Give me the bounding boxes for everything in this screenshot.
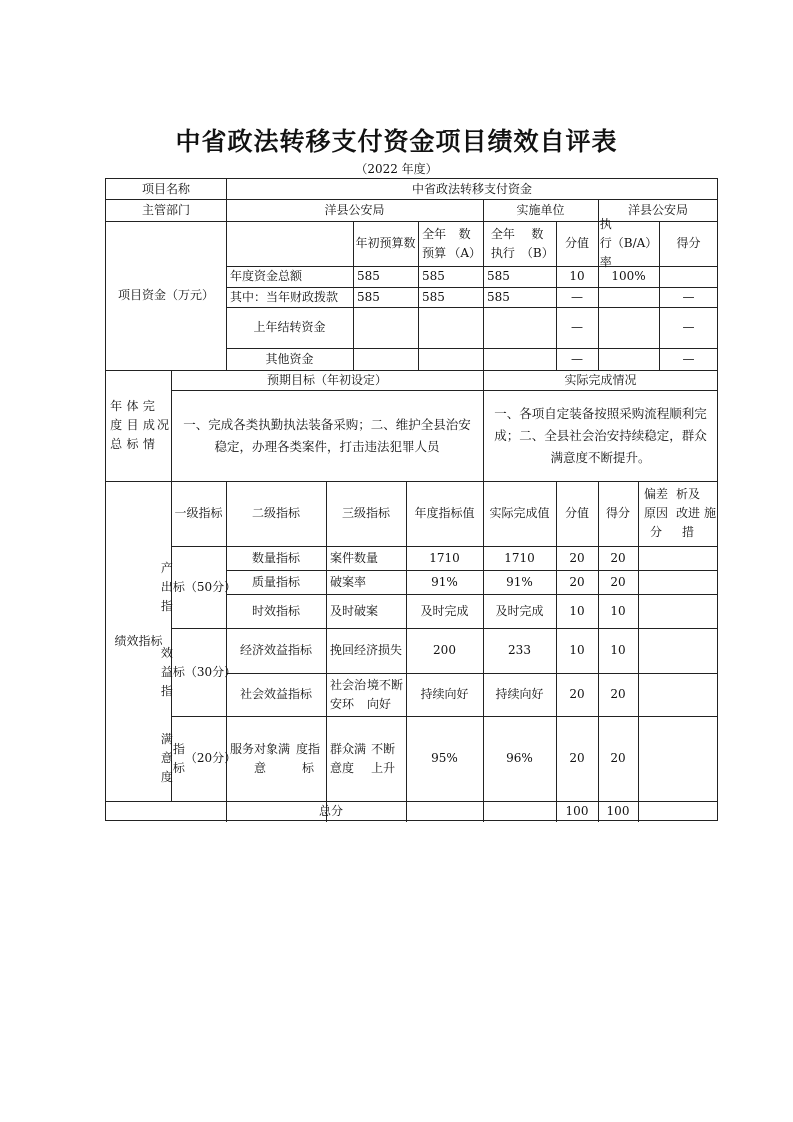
performance-cell-target: 持续向好 — [420, 687, 469, 701]
performance-cell-target: 1710 — [429, 550, 460, 565]
performance-cell-note — [638, 570, 718, 594]
funds-cell-budget — [418, 348, 483, 370]
page-title: 中省政法转移支付资金项目绩效自评表 — [175, 127, 618, 156]
funds-row-name: 其他资金 — [265, 351, 314, 366]
performance-header: 分 值 — [564, 506, 590, 520]
level1-output: 产出指 标 （50 分） — [160, 560, 237, 613]
funds-header: 全年预算 数（A） — [422, 226, 482, 260]
performance-header: 得 分 — [605, 506, 631, 520]
funds-cell-budget: 585 — [422, 289, 445, 304]
performance-cell-score: 20 — [610, 751, 626, 765]
performance-header: 一级指 标 — [174, 506, 223, 520]
level1-benefit: 效益指 标 （30 分） — [160, 645, 237, 698]
funds-row-name: 其中：当年财政拨款 — [230, 289, 339, 304]
performance-cell-score: 20 — [610, 574, 626, 589]
funds-cell-score_value: 10 — [569, 269, 585, 283]
performance-header: 三级指标 — [341, 506, 390, 520]
performance-cell-note — [638, 673, 718, 716]
funds-cell-executed — [483, 307, 556, 348]
funds-label: 项目资金 （万元） — [117, 288, 215, 302]
funds-header: 年初预 算数 — [355, 236, 416, 250]
evaluation-table — [105, 178, 718, 821]
expected-goals-header: 预期目标（年初设定） — [266, 372, 387, 387]
funds-cell-rate — [598, 348, 659, 370]
funds-cell-executed: 585 — [487, 289, 510, 304]
performance-cell-actual: 233 — [508, 643, 531, 657]
performance-cell-l3: 社会治安环 境不断向好 — [330, 677, 404, 711]
performance-label: 绩 效 指 标 — [114, 633, 163, 648]
funds-cell-initial: 585 — [357, 269, 380, 283]
funds-header: 全年执行 数（B） — [490, 226, 554, 260]
performance-cell-l2: 社会效益指标 — [239, 687, 312, 701]
department-value: 洋县公安局 — [324, 202, 385, 217]
performance-cell-weight: 20 — [569, 687, 585, 701]
funds-header: 执行率 （B/A） — [599, 217, 658, 269]
performance-cell-score: 20 — [610, 687, 626, 701]
funds-cell-initial — [353, 348, 418, 370]
performance-cell-l3: 群众满意度 不断上升 — [330, 741, 396, 775]
performance-cell-actual: 91% — [506, 574, 533, 589]
performance-header: 实际 完成值 — [489, 506, 550, 520]
actual-result-header: 实际完成情况 — [564, 372, 637, 387]
performance-cell-l3: 案件数量 — [330, 550, 379, 565]
performance-cell-note — [638, 716, 718, 801]
project-name-value: 中省政法转移支付资金 — [411, 181, 532, 196]
implementing-unit-label: 实施单位 — [516, 202, 565, 217]
funds-cell-score: — — [682, 351, 695, 366]
funds-cell-budget — [418, 307, 483, 348]
performance-cell-target: 及时完成 — [420, 603, 469, 618]
expected-goals-text: 一、完成各类执勤执法装备采购；二、维护全县治安稳定，办理各类案件，打击违法犯罪人员 — [183, 416, 471, 454]
performance-cell-actual: 持续向好 — [495, 687, 544, 701]
performance-cell-score: 10 — [610, 603, 626, 618]
performance-cell-l3: 及时破案 — [330, 603, 379, 618]
performance-cell-l2: 数量指标 — [251, 550, 300, 565]
performance-cell-target: 200 — [433, 643, 456, 657]
funds-cell-executed: 585 — [487, 269, 510, 283]
funds-cell-score_value: — — [571, 351, 583, 366]
funds-cell-initial — [353, 307, 418, 348]
performance-cell-l2: 经济效益指标 — [239, 643, 312, 657]
performance-cell-l2: 时效指标 — [251, 603, 300, 618]
level1-satisfaction: 满意度 指标 （20 分） — [160, 732, 237, 784]
funds-cell-rate — [598, 287, 659, 307]
funds-row-name: 上年结转资 金 — [253, 320, 326, 334]
performance-cell-target: 91% — [431, 574, 458, 589]
funds-cell-score_value: — — [571, 320, 583, 334]
performance-cell-l2: 质量指标 — [251, 574, 300, 589]
funds-cell-executed — [483, 348, 556, 370]
funds-row-name: 年度资金总额 — [230, 269, 303, 283]
performance-cell-l3: 挽回经济损 失 — [330, 643, 403, 657]
performance-cell-l3: 破案率 — [330, 574, 367, 589]
total-label: 总分 — [318, 804, 343, 818]
performance-cell-target: 95% — [431, 751, 458, 765]
performance-cell-weight: 20 — [569, 751, 585, 765]
performance-cell-weight: 20 — [569, 574, 585, 589]
funds-cell-score: — — [682, 289, 695, 304]
year-subtitle: （2022 年度） — [355, 162, 438, 176]
department-label: 主管部门 — [141, 202, 190, 217]
funds-cell-score — [659, 266, 718, 287]
goals-label: 年度总 体目标 完成情 况 — [110, 399, 169, 451]
implementing-unit-value: 洋县公安局 — [627, 202, 688, 217]
performance-cell-note — [638, 628, 718, 673]
performance-cell-l2: 服务对象满意 度指标 — [229, 741, 320, 775]
performance-header: 年度 指标值 — [414, 506, 475, 520]
performance-cell-actual: 及时完成 — [495, 603, 544, 618]
performance-cell-actual: 1710 — [504, 550, 535, 565]
performance-cell-note — [638, 594, 718, 628]
funds-cell-score_value: — — [571, 289, 583, 304]
performance-cell-weight: 20 — [569, 550, 585, 565]
total-weight: 100 — [565, 804, 589, 818]
performance-cell-actual: 96% — [506, 751, 533, 765]
funds-cell-budget: 585 — [422, 269, 445, 283]
performance-header: 二级 指标 — [251, 506, 301, 520]
funds-header: 得分 — [676, 236, 701, 250]
funds-header: 分 值 — [564, 236, 590, 250]
actual-result-text: 一、各项自定装备按照采购流程顺利完成；二、全县社会治安持续稳定，群众满意度不断提升。 — [494, 405, 707, 465]
project-name-label: 项目名称 — [141, 181, 190, 196]
funds-cell-rate: 100% — [611, 269, 646, 283]
performance-cell-weight: 10 — [569, 643, 585, 657]
funds-cell-score: — — [682, 320, 695, 334]
performance-cell-score: 20 — [610, 550, 626, 565]
funds-cell-rate — [598, 307, 659, 348]
performance-cell-note — [638, 546, 718, 570]
performance-cell-score: 10 — [610, 643, 626, 657]
performance-cell-weight: 10 — [569, 603, 585, 618]
total-score: 100 — [606, 804, 630, 818]
performance-header: 偏差原因分 析及改进措 施 — [643, 487, 716, 539]
funds-cell-initial: 585 — [357, 289, 380, 304]
